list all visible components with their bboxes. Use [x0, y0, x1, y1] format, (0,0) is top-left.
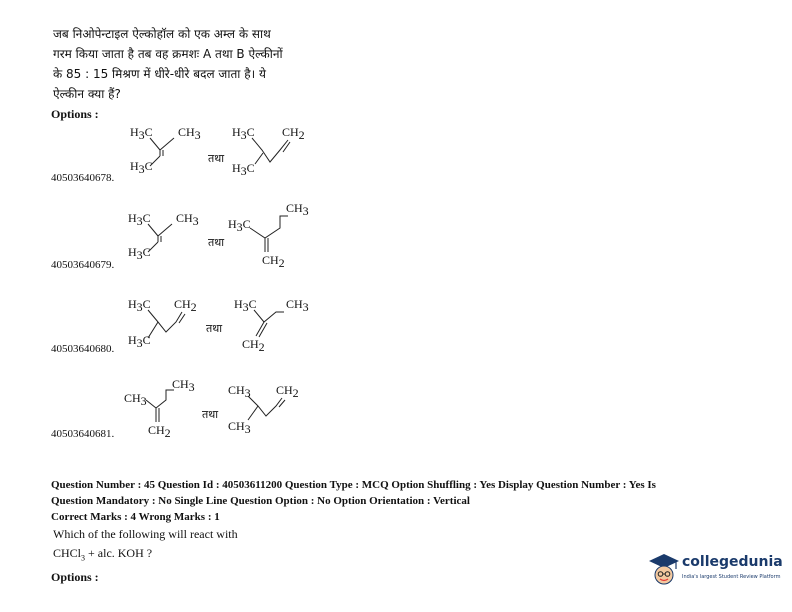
question-45-metadata: [51, 477, 741, 525]
collegedunia-logo: [648, 552, 788, 592]
h3c-label: H3C: [130, 125, 153, 142]
ch2-label: CH2: [282, 125, 305, 142]
question-line: ऐल्कीन क्या हैं?: [53, 87, 121, 101]
option-2-structures: [110, 200, 350, 268]
h3c-label: H3C: [128, 297, 151, 314]
reagent-suffix: + alc. KOH ?: [85, 546, 153, 560]
joiner-text: तथा: [202, 408, 219, 421]
question-line: जब निओपेन्टाइल ऐल्कोहॉल को एक अम्ल के साथ: [53, 27, 271, 41]
meta-line: Question Mandatory : No Single Line Question Option : No Option Orientation : Vertical: [51, 495, 470, 507]
reagent-subscript: 3: [81, 553, 86, 563]
option-2-id: 40503640679.: [51, 259, 115, 271]
h3c-label: H3C: [130, 159, 153, 176]
h3c-label: H3C: [234, 297, 257, 314]
ch3-label: CH3: [286, 201, 309, 218]
ch3-label: CH3: [286, 297, 309, 314]
option-3-id: 40503640680.: [51, 343, 115, 355]
ch3-label: CH3: [178, 125, 201, 142]
h3c-label: H3C: [232, 125, 255, 142]
question-line: Which of the following will react with: [53, 527, 238, 541]
reagent-prefix: CHCl: [53, 546, 82, 560]
joiner-text: तथा: [208, 152, 225, 165]
joiner-text: तथा: [208, 236, 225, 249]
h3c-label: H3C: [128, 211, 151, 228]
ch3-label: CH3: [228, 419, 251, 436]
question-44-hindi-text: [53, 24, 353, 104]
h3c-label: H3C: [128, 333, 151, 350]
graduate-cap-icon: [648, 552, 680, 588]
ch3-label: CH3: [228, 383, 251, 400]
ch2-label: CH2: [174, 297, 197, 314]
option-1-id: 40503640678.: [51, 172, 115, 184]
ch3-label: CH3: [176, 211, 199, 228]
joiner-text: तथा: [206, 322, 223, 335]
ch3-label: CH3: [124, 391, 147, 408]
logo-tagline: India's largest Student Review Platform: [682, 574, 781, 580]
meta-line: Correct Marks : 4 Wrong Marks : 1: [51, 511, 220, 523]
option-4-id: 40503640681.: [51, 428, 115, 440]
h3c-label: H3C: [128, 245, 151, 262]
option-3-structures: [110, 292, 350, 354]
ch3-label: CH3: [172, 377, 195, 394]
h3c-label: H3C: [228, 217, 251, 234]
option-4-structures: [110, 372, 350, 440]
ch2-label: CH2: [262, 253, 285, 270]
options-label: Options :: [51, 107, 99, 121]
question-line: गरम किया जाता है तब वह क्रमशः A तथा B ऐल्कीनों: [53, 47, 283, 61]
logo-wordmark: collegedunia: [682, 554, 783, 570]
ch2-label: CH2: [276, 383, 299, 400]
ch2-label: CH2: [148, 423, 171, 440]
options-label-2: Options :: [51, 570, 99, 584]
question-line: [53, 544, 238, 567]
question-line: के 85 : 15 मिश्रण में धीरे-धीरे बदल जाता है। ये: [53, 67, 266, 81]
option-1-structures: [110, 120, 350, 182]
ch2-label: CH2: [242, 337, 265, 354]
meta-line: Question Number : 45 Question Id : 40503611200 Question Type : MCQ Option Shuffling : Yes Display Question Number : Yes Is: [51, 479, 656, 491]
h3c-label: H3C: [232, 161, 255, 178]
question-45-text: [53, 525, 238, 567]
